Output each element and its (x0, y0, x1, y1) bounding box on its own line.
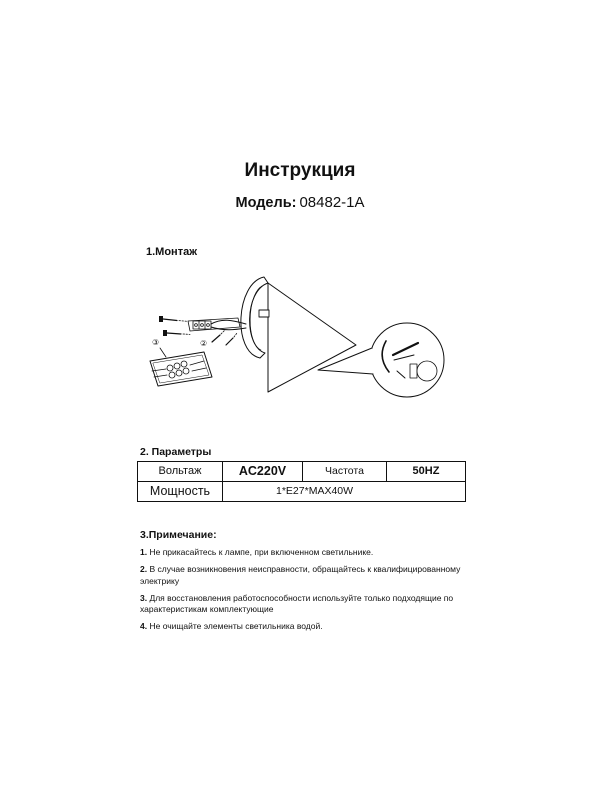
lamp-shade (268, 283, 356, 392)
terminal-block (193, 321, 211, 329)
step-label-3: ③ (152, 338, 160, 347)
wire-connection-detail (150, 352, 212, 386)
note-number: 4. (140, 621, 148, 631)
note-text: Не прикасайтесь к лампе, при включенном светильнике. (149, 547, 374, 557)
section-heading-params: 2. Параметры (140, 445, 212, 458)
note-text: В случае возникновения неисправности, обращайтесь к квалифицированному электрику (140, 564, 461, 586)
document-title: Инструкция (244, 160, 356, 181)
mounting-hardware (150, 316, 246, 386)
screw-bracket-left (212, 330, 225, 342)
note-text: Для восстановления работоспособности используйте только подходящие по характеристикам комплектующие (140, 592, 454, 614)
table-row (138, 482, 466, 502)
model-number: 08482-1A (299, 194, 365, 211)
bulb (417, 361, 437, 381)
note-number: 2. (140, 564, 148, 574)
list-item (140, 621, 475, 633)
power-label: Мощность (138, 482, 223, 502)
list-item (140, 547, 475, 559)
magnifier-bubble (370, 323, 444, 397)
frequency-value: 50HZ (387, 462, 466, 482)
parameters-table (137, 461, 466, 502)
note-text: Не очищайте элементы светильника водой. (149, 621, 323, 631)
screw-bracket-right (226, 333, 237, 345)
section-heading-notes: 3.Примечание: (140, 528, 217, 541)
mounting-illustration (140, 268, 460, 400)
frequency-label: Частота (303, 462, 387, 482)
step-label-2: ② (200, 339, 208, 348)
notes-list (140, 547, 475, 638)
screw-lower (163, 330, 190, 336)
screw-upper (159, 316, 187, 322)
voltage-label: Вольтаж (138, 462, 223, 482)
voltage-value: AC220V (223, 462, 303, 482)
note-number: 1. (140, 547, 148, 557)
wall-canopy (241, 277, 268, 358)
model-line (0, 194, 600, 212)
table-row (138, 462, 466, 482)
list-item (140, 593, 475, 616)
model-label: Модель: (235, 195, 297, 211)
power-value: 1*E27*MAX40W (223, 482, 466, 502)
bulb-socket (410, 364, 417, 378)
note-number: 3. (140, 592, 148, 603)
lamp-arm (259, 310, 269, 317)
section-heading-mount: 1.Монтаж (146, 245, 198, 258)
detail-pointer (160, 348, 166, 357)
list-item (140, 564, 475, 587)
